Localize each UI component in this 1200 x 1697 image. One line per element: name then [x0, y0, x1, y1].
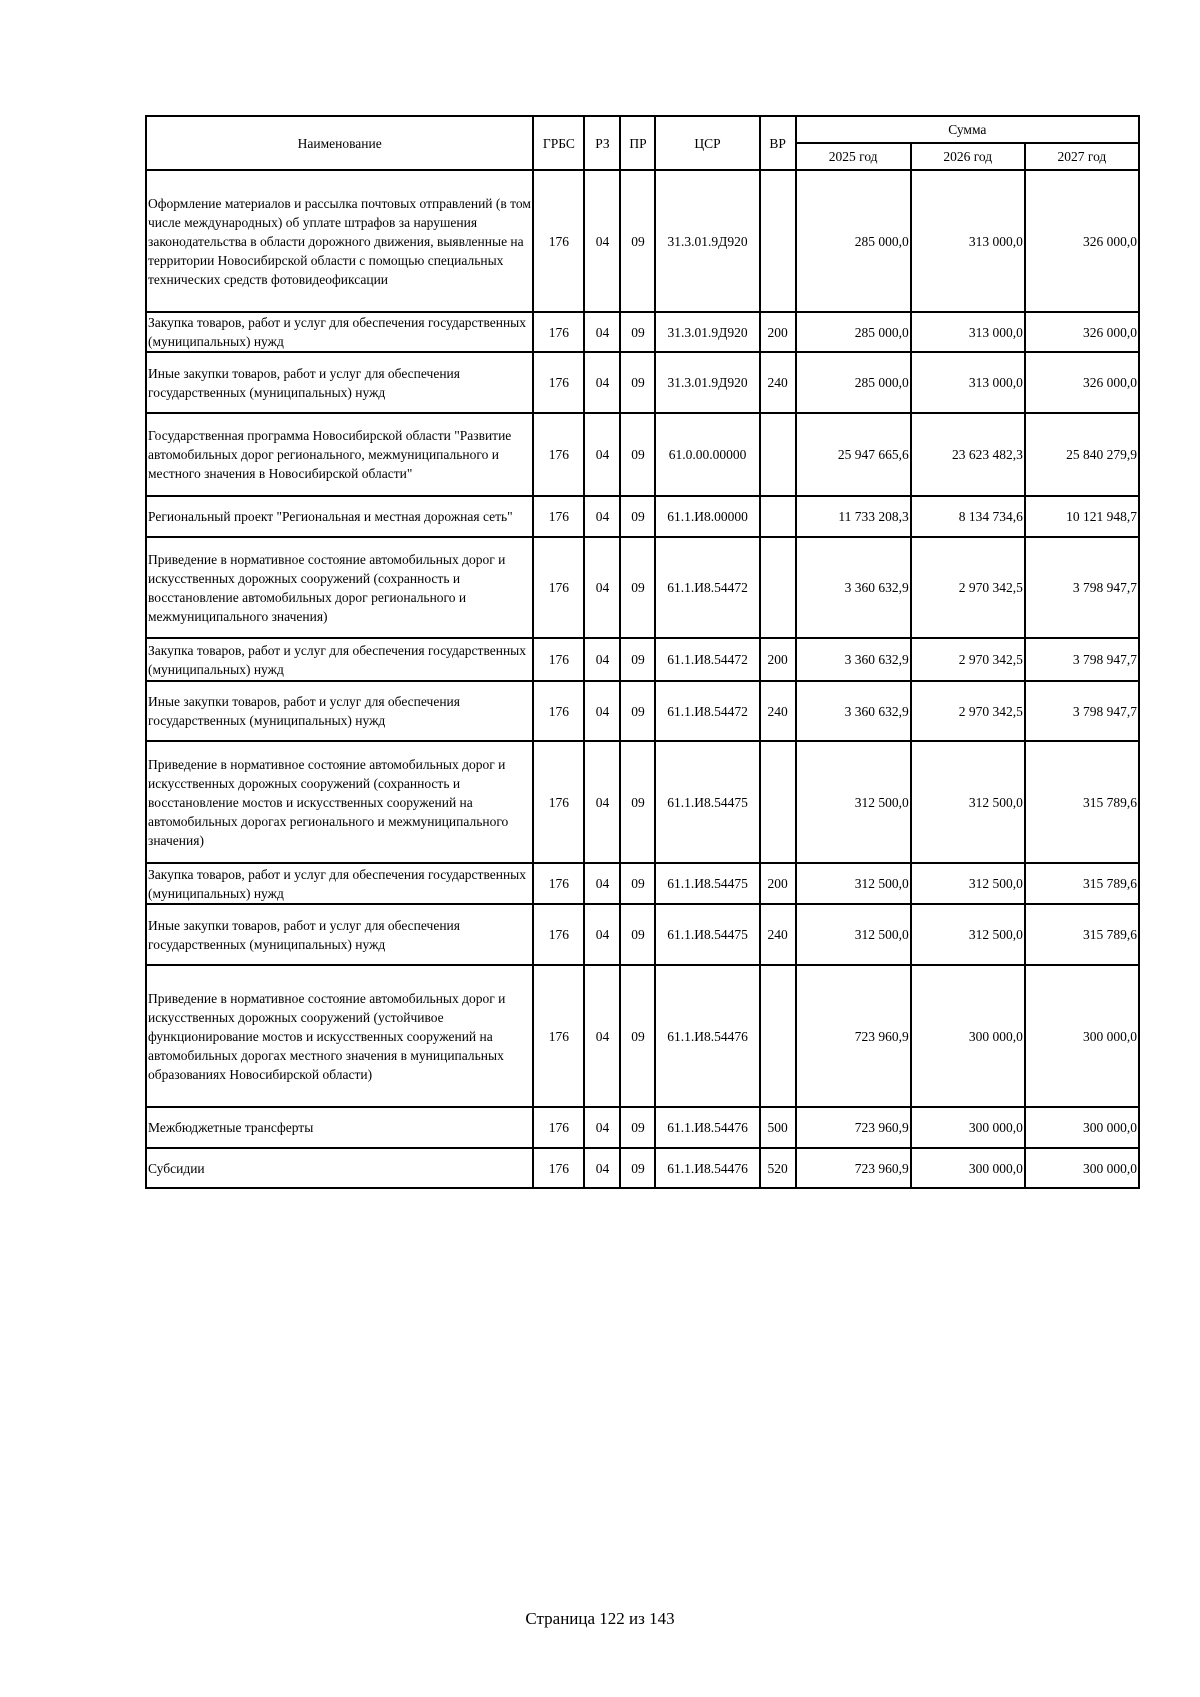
- row-grbs: 176: [533, 413, 584, 496]
- row-grbs: 176: [533, 863, 584, 904]
- row-vr: [760, 170, 796, 312]
- row-rz: 04: [584, 312, 620, 352]
- row-csr: 61.1.И8.54472: [655, 638, 759, 681]
- row-pr: 09: [620, 312, 655, 352]
- table-row: [146, 638, 1139, 681]
- header-year-2026: 2026 год: [911, 143, 1025, 170]
- row-sum-2025: 285 000,0: [796, 312, 911, 352]
- row-grbs: 176: [533, 638, 584, 681]
- header-rz: РЗ: [584, 116, 620, 170]
- row-name: Закупка товаров, работ и услуг для обеспечения государственных (муниципальных) нужд: [146, 312, 533, 352]
- row-sum-2026: 300 000,0: [911, 1107, 1025, 1148]
- row-grbs: 176: [533, 1107, 584, 1148]
- row-rz: 04: [584, 741, 620, 863]
- row-pr: 09: [620, 681, 655, 741]
- row-grbs: 176: [533, 904, 584, 965]
- header-vr: ВР: [760, 116, 796, 170]
- row-vr: 520: [760, 1148, 796, 1188]
- table-row: [146, 496, 1139, 537]
- row-sum-2027: 25 840 279,9: [1025, 413, 1139, 496]
- row-csr: 61.1.И8.54472: [655, 681, 759, 741]
- row-csr: 61.1.И8.54475: [655, 863, 759, 904]
- row-grbs: 176: [533, 681, 584, 741]
- row-name: Иные закупки товаров, работ и услуг для обеспечения государственных (муниципальных) нужд: [146, 352, 533, 413]
- row-pr: 09: [620, 170, 655, 312]
- table-row: [146, 1148, 1139, 1188]
- row-sum-2027: 10 121 948,7: [1025, 496, 1139, 537]
- row-name: Приведение в нормативное состояние автомобильных дорог и искусственных дорожных сооружений (сохранность и восстановление мостов и искусственных сооружений на автомобильных дорогах регионального и межмуниципального значения): [146, 741, 533, 863]
- row-rz: 04: [584, 638, 620, 681]
- row-csr: 31.3.01.9Д920: [655, 352, 759, 413]
- row-vr: 200: [760, 312, 796, 352]
- row-csr: 31.3.01.9Д920: [655, 170, 759, 312]
- row-vr: [760, 537, 796, 638]
- row-sum-2027: 315 789,6: [1025, 863, 1139, 904]
- budget-table: [145, 115, 1140, 1189]
- row-sum-2026: 313 000,0: [911, 312, 1025, 352]
- row-sum-2025: 11 733 208,3: [796, 496, 911, 537]
- page-number: Страница 122 из 143: [525, 1609, 675, 1628]
- row-sum-2026: 300 000,0: [911, 1148, 1025, 1188]
- header-pr: ПР: [620, 116, 655, 170]
- row-rz: 04: [584, 863, 620, 904]
- row-rz: 04: [584, 352, 620, 413]
- row-vr: 200: [760, 863, 796, 904]
- row-vr: 240: [760, 904, 796, 965]
- table-row: [146, 741, 1139, 863]
- row-grbs: 176: [533, 312, 584, 352]
- row-sum-2026: 8 134 734,6: [911, 496, 1025, 537]
- row-vr: [760, 496, 796, 537]
- row-sum-2025: 312 500,0: [796, 904, 911, 965]
- table-row: [146, 537, 1139, 638]
- row-sum-2025: 312 500,0: [796, 863, 911, 904]
- row-pr: 09: [620, 537, 655, 638]
- row-rz: 04: [584, 965, 620, 1107]
- row-name: Закупка товаров, работ и услуг для обеспечения государственных (муниципальных) нужд: [146, 863, 533, 904]
- row-pr: 09: [620, 965, 655, 1107]
- row-grbs: 176: [533, 496, 584, 537]
- table-row: [146, 904, 1139, 965]
- table-row: [146, 312, 1139, 352]
- row-sum-2025: 723 960,9: [796, 1107, 911, 1148]
- table-body: [146, 170, 1139, 1188]
- row-sum-2027: 3 798 947,7: [1025, 537, 1139, 638]
- row-csr: 61.1.И8.54476: [655, 1148, 759, 1188]
- table-header: [146, 116, 1139, 170]
- row-sum-2025: 25 947 665,6: [796, 413, 911, 496]
- row-csr: 61.0.00.00000: [655, 413, 759, 496]
- row-name: Иные закупки товаров, работ и услуг для обеспечения государственных (муниципальных) нужд: [146, 904, 533, 965]
- row-grbs: 176: [533, 741, 584, 863]
- row-pr: 09: [620, 1148, 655, 1188]
- row-rz: 04: [584, 170, 620, 312]
- row-grbs: 176: [533, 965, 584, 1107]
- row-pr: 09: [620, 352, 655, 413]
- row-name: Субсидии: [146, 1148, 533, 1188]
- row-vr: 240: [760, 681, 796, 741]
- row-sum-2027: 315 789,6: [1025, 904, 1139, 965]
- row-sum-2025: 312 500,0: [796, 741, 911, 863]
- row-grbs: 176: [533, 537, 584, 638]
- row-vr: 200: [760, 638, 796, 681]
- row-name: Закупка товаров, работ и услуг для обеспечения государственных (муниципальных) нужд: [146, 638, 533, 681]
- row-pr: 09: [620, 1107, 655, 1148]
- row-grbs: 176: [533, 1148, 584, 1188]
- row-csr: 61.1.И8.54475: [655, 741, 759, 863]
- row-sum-2026: 312 500,0: [911, 863, 1025, 904]
- header-year-2027: 2027 год: [1025, 143, 1139, 170]
- row-sum-2026: 23 623 482,3: [911, 413, 1025, 496]
- row-pr: 09: [620, 638, 655, 681]
- row-rz: 04: [584, 904, 620, 965]
- header-grbs: ГРБС: [533, 116, 584, 170]
- row-pr: 09: [620, 863, 655, 904]
- row-name: Приведение в нормативное состояние автомобильных дорог и искусственных дорожных сооружений (сохранность и восстановление автомобильных дорог регионального и межмуниципального значения): [146, 537, 533, 638]
- row-sum-2026: 313 000,0: [911, 170, 1025, 312]
- row-sum-2027: 326 000,0: [1025, 170, 1139, 312]
- row-csr: 61.1.И8.54472: [655, 537, 759, 638]
- row-name: Государственная программа Новосибирской области "Развитие автомобильных дорог регионального, межмуниципального и местного значения в Новосибирской области": [146, 413, 533, 496]
- row-sum-2025: 285 000,0: [796, 352, 911, 413]
- row-sum-2026: 300 000,0: [911, 965, 1025, 1107]
- table-row: [146, 413, 1139, 496]
- header-csr: ЦСР: [655, 116, 759, 170]
- row-name: Оформление материалов и рассылка почтовых отправлений (в том числе международных) об уплате штрафов за нарушения законодательства в области дорожного движения, выявленные на территории Новосибирской области с помощью специальных технических средств фотовидеофиксации: [146, 170, 533, 312]
- row-vr: 500: [760, 1107, 796, 1148]
- row-vr: 240: [760, 352, 796, 413]
- table-row: [146, 681, 1139, 741]
- row-sum-2025: 723 960,9: [796, 1148, 911, 1188]
- row-sum-2025: 285 000,0: [796, 170, 911, 312]
- row-csr: 61.1.И8.54476: [655, 1107, 759, 1148]
- row-sum-2026: 2 970 342,5: [911, 638, 1025, 681]
- header-name: Наименование: [146, 116, 533, 170]
- row-vr: [760, 965, 796, 1107]
- row-name: Иные закупки товаров, работ и услуг для обеспечения государственных (муниципальных) нужд: [146, 681, 533, 741]
- table-row: [146, 170, 1139, 312]
- row-rz: 04: [584, 537, 620, 638]
- row-vr: [760, 413, 796, 496]
- row-sum-2027: 3 798 947,7: [1025, 681, 1139, 741]
- row-sum-2025: 3 360 632,9: [796, 537, 911, 638]
- row-csr: 31.3.01.9Д920: [655, 312, 759, 352]
- row-sum-2025: 3 360 632,9: [796, 681, 911, 741]
- row-sum-2026: 2 970 342,5: [911, 537, 1025, 638]
- table-row: [146, 352, 1139, 413]
- row-csr: 61.1.И8.00000: [655, 496, 759, 537]
- header-year-2025: 2025 год: [796, 143, 911, 170]
- row-sum-2027: 315 789,6: [1025, 741, 1139, 863]
- table-row: [146, 863, 1139, 904]
- row-sum-2027: 300 000,0: [1025, 1107, 1139, 1148]
- row-sum-2027: 300 000,0: [1025, 965, 1139, 1107]
- row-sum-2026: 312 500,0: [911, 741, 1025, 863]
- row-sum-2025: 3 360 632,9: [796, 638, 911, 681]
- row-rz: 04: [584, 1148, 620, 1188]
- header-sum: Сумма: [796, 116, 1139, 143]
- row-name: Межбюджетные трансферты: [146, 1107, 533, 1148]
- row-csr: 61.1.И8.54475: [655, 904, 759, 965]
- row-grbs: 176: [533, 170, 584, 312]
- row-name: Приведение в нормативное состояние автомобильных дорог и искусственных дорожных сооружений (устойчивое функционирование мостов и искусственных сооружений на автомобильных дорогах местного значения в муниципальных образованиях Новосибирской области): [146, 965, 533, 1107]
- row-sum-2027: 3 798 947,7: [1025, 638, 1139, 681]
- row-name: Региональный проект "Региональная и местная дорожная сеть": [146, 496, 533, 537]
- row-pr: 09: [620, 741, 655, 863]
- row-sum-2026: 2 970 342,5: [911, 681, 1025, 741]
- row-pr: 09: [620, 496, 655, 537]
- row-rz: 04: [584, 413, 620, 496]
- row-sum-2025: 723 960,9: [796, 965, 911, 1107]
- row-sum-2026: 313 000,0: [911, 352, 1025, 413]
- row-pr: 09: [620, 413, 655, 496]
- row-sum-2026: 312 500,0: [911, 904, 1025, 965]
- row-vr: [760, 741, 796, 863]
- row-rz: 04: [584, 496, 620, 537]
- row-sum-2027: 326 000,0: [1025, 352, 1139, 413]
- row-csr: 61.1.И8.54476: [655, 965, 759, 1107]
- row-sum-2027: 326 000,0: [1025, 312, 1139, 352]
- row-rz: 04: [584, 1107, 620, 1148]
- row-pr: 09: [620, 904, 655, 965]
- row-grbs: 176: [533, 352, 584, 413]
- table-row: [146, 965, 1139, 1107]
- row-rz: 04: [584, 681, 620, 741]
- row-sum-2027: 300 000,0: [1025, 1148, 1139, 1188]
- table-row: [146, 1107, 1139, 1148]
